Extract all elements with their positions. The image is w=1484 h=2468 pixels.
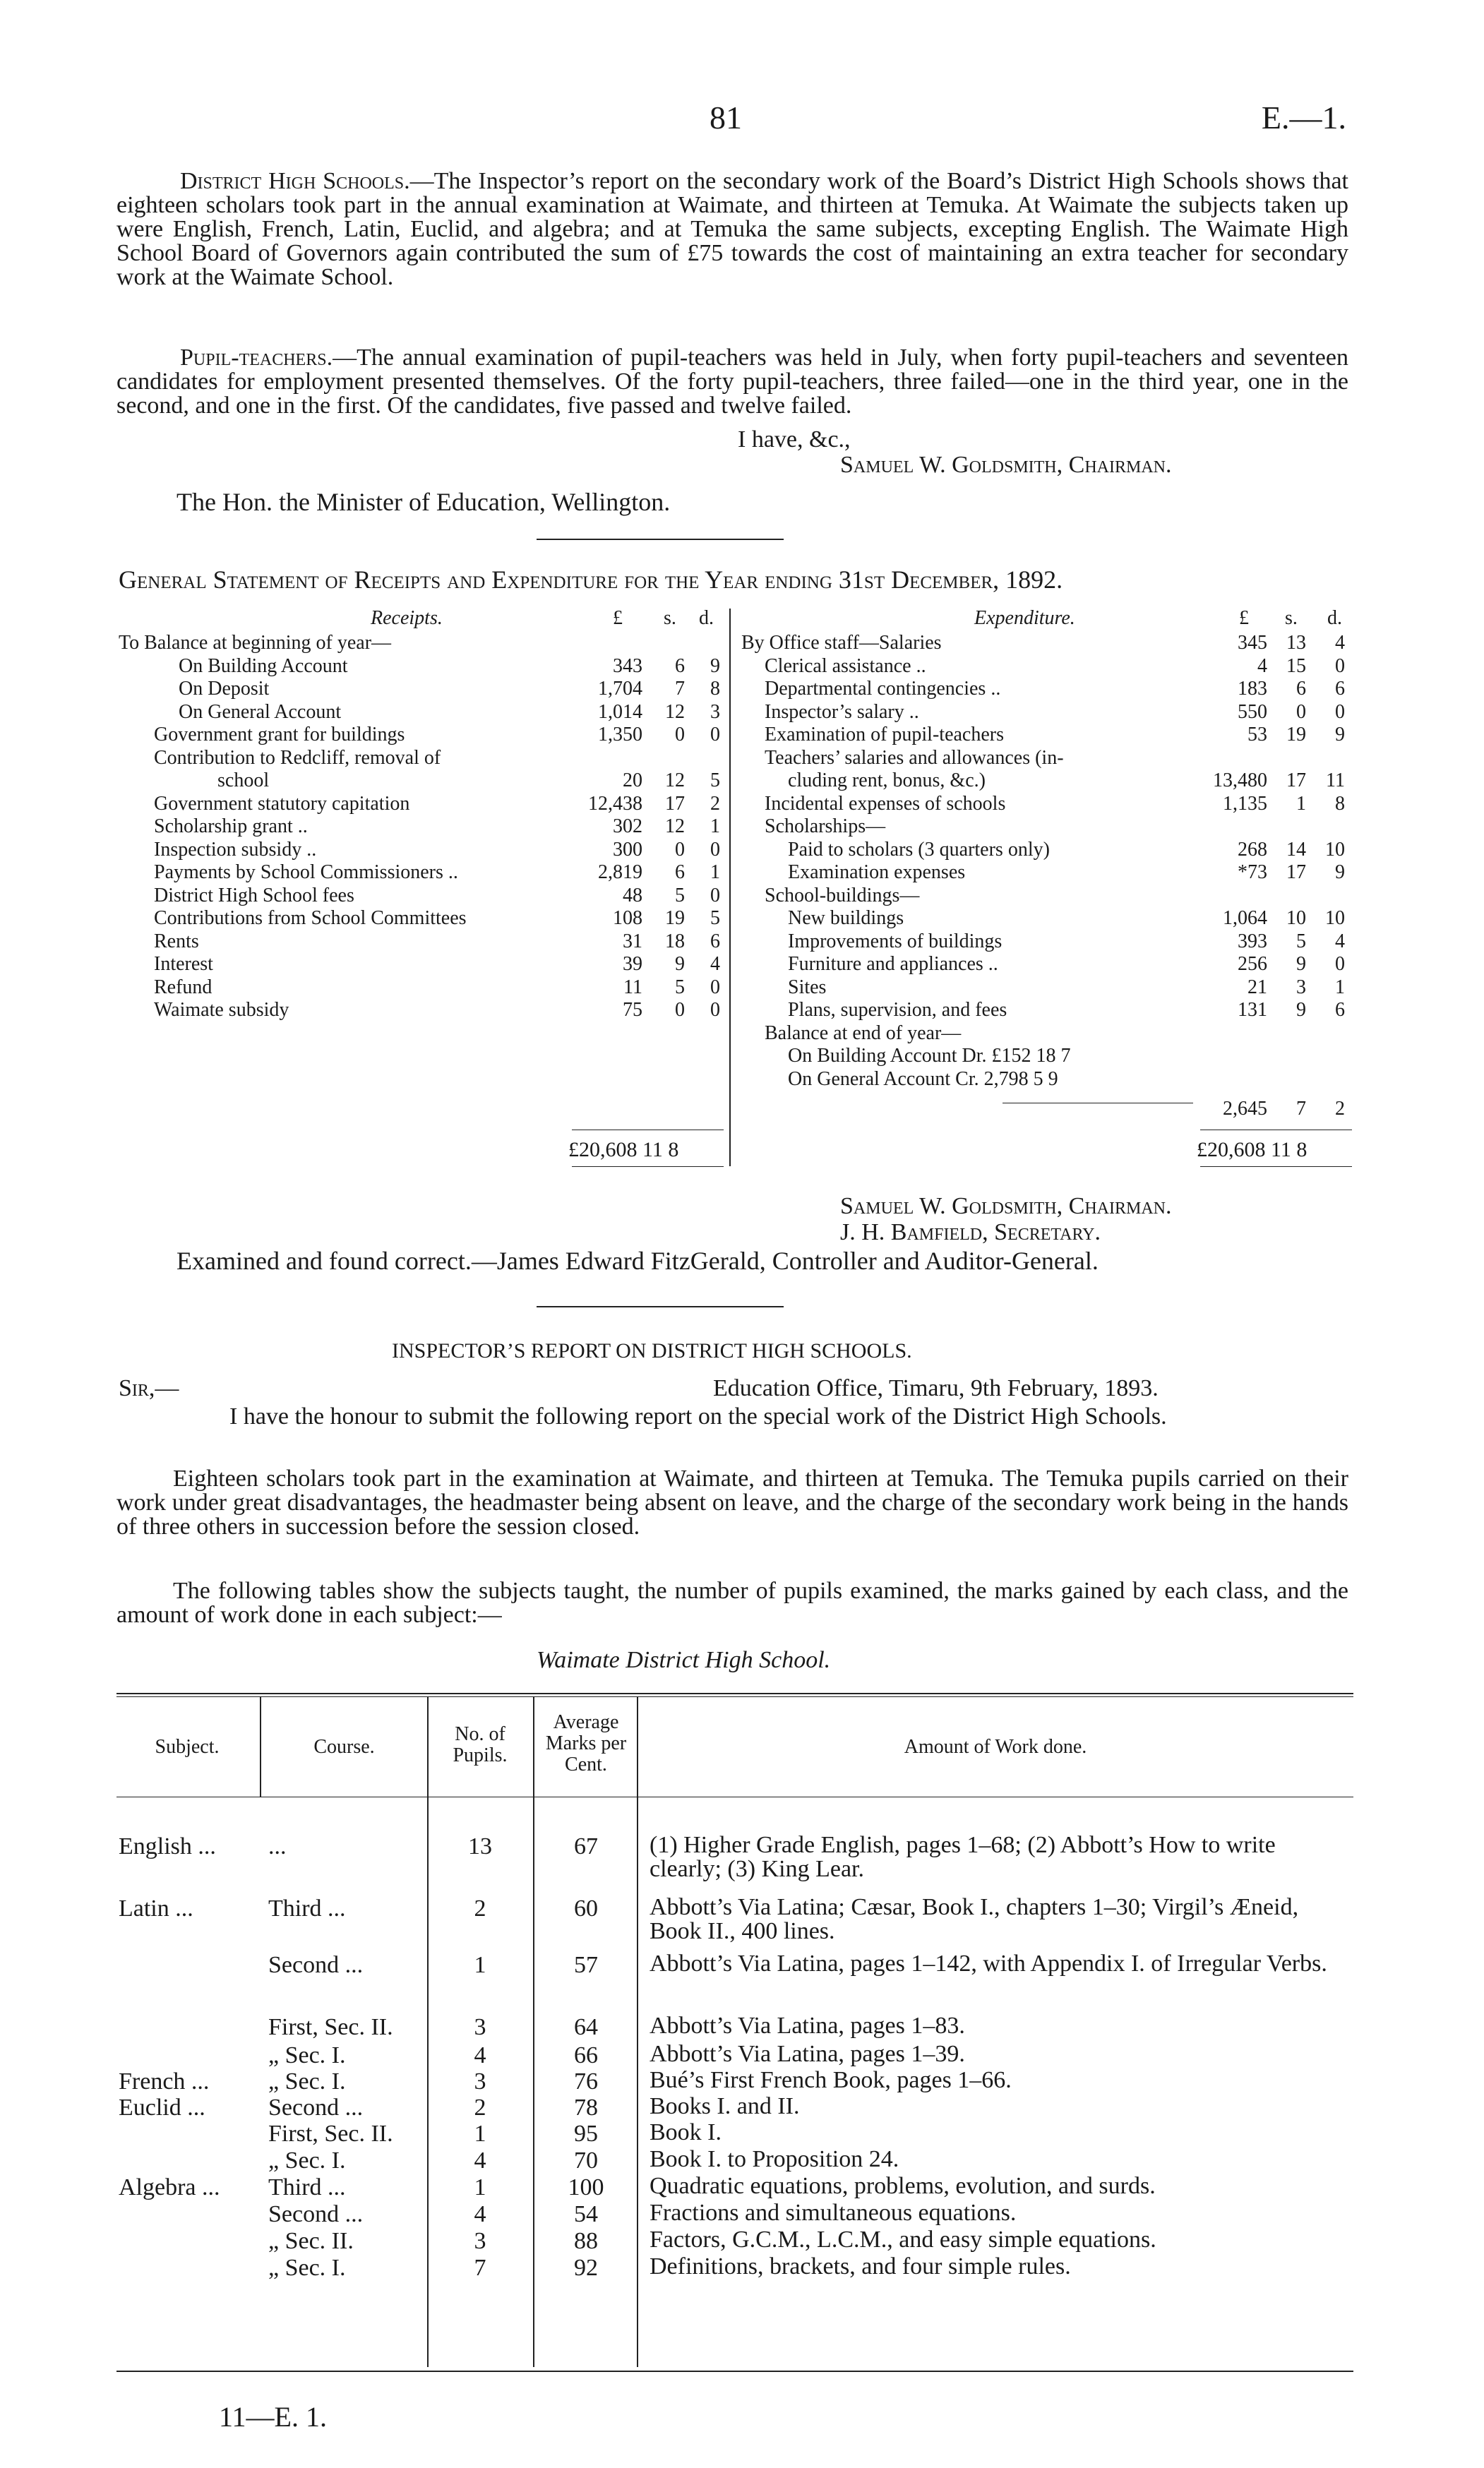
receipt-shillings: 0 — [675, 724, 685, 745]
cell-pupils: 13 — [468, 1833, 492, 1859]
receipt-pounds: 75 — [623, 999, 642, 1021]
cell-subject: Algebra ... — [119, 2174, 220, 2200]
cell-pupils: 4 — [474, 2147, 486, 2174]
cell-subject: Latin ... — [119, 1895, 193, 1922]
cell-marks: 88 — [574, 2228, 598, 2254]
expenditure-label: New buildings — [788, 907, 904, 929]
lsd-pound-right: £ — [1239, 607, 1249, 629]
report-paragraph-3: The following tables show the subjects taught, the number of pupils examined, the marks gained by each class, and the amount of work done in each subject:— — [116, 1578, 1348, 1628]
divider — [537, 539, 784, 540]
receipt-pounds: 48 — [623, 884, 642, 906]
receipts-heading: Receipts. — [371, 607, 443, 629]
cell-course: First, Sec. II. — [268, 2121, 393, 2147]
expenditure-label: Balance at end of year— — [765, 1022, 962, 1044]
expenditure-pence: 0 — [1335, 700, 1345, 723]
pupil-text: —The annual examination of pupil-teachers was held in July, when forty pupil-teachers and seventeen candidates for employment presented themselves. Of the forty pupil-teachers, three failed—one in the third year, one in the second, and one in the first. Of the candidates, five passed and twelve failed. — [116, 345, 1348, 419]
expenditure-pounds: 4 — [1257, 654, 1267, 677]
expenditure-pounds: 256 — [1238, 953, 1267, 975]
expenditure-pence: 4 — [1335, 930, 1345, 952]
cell-course: Third ... — [268, 2174, 346, 2200]
receipt-label: On Building Account — [179, 654, 348, 677]
receipt-label: Scholarship grant .. — [154, 815, 308, 837]
expenditure-label: Sites — [788, 976, 827, 998]
expenditure-shillings: 3 — [1296, 976, 1306, 998]
expenditure-label: Examination expenses — [788, 861, 966, 883]
receipt-pence: 5 — [710, 907, 720, 929]
expenditure-total: £20,608 11 8 — [1197, 1138, 1308, 1161]
pupil-heading: Pupil-teachers. — [180, 345, 333, 371]
expenditure-pounds: 131 — [1238, 999, 1267, 1021]
expenditure-pounds: *73 — [1238, 861, 1267, 883]
expenditure-pounds: 550 — [1238, 700, 1267, 723]
cell-work: Book I. — [650, 2119, 722, 2145]
expenditure-label: Incidental expenses of schools — [765, 792, 1006, 815]
cell-course: Second ... — [268, 2095, 364, 2121]
receipt-label: Inspection subsidy .. — [154, 838, 317, 861]
receipt-pounds: 31 — [623, 930, 642, 952]
expenditure-label: By Office staff—Salaries — [741, 632, 942, 654]
lsd-shilling-left: s. — [664, 607, 676, 629]
i-have: I have, &c., — [738, 426, 851, 453]
expenditure-shillings: 13 — [1286, 632, 1306, 654]
expenditure-label: On Building Account Dr. £152 18 7 — [788, 1045, 1071, 1067]
cell-marks: 60 — [574, 1895, 598, 1922]
cell-subject: Euclid ... — [119, 2095, 205, 2121]
expenditure-pounds: 393 — [1238, 930, 1267, 952]
table-title: Waimate District High School. — [537, 1647, 831, 1673]
receipt-label: Refund — [154, 976, 213, 998]
cell-work: Abbott’s Via Latina, pages 1–83. — [650, 2013, 965, 2039]
receipt-shillings: 9 — [675, 953, 685, 975]
receipt-shillings: 7 — [675, 678, 685, 700]
expenditure-pounds: 1,064 — [1223, 907, 1267, 929]
cell-marks: 100 — [568, 2174, 604, 2200]
signature: Samuel W. Goldsmith, Chairman. — [840, 452, 1172, 478]
cell-marks: 95 — [574, 2121, 598, 2147]
cell-pupils: 1 — [474, 2121, 486, 2147]
receipt-pounds: 12,438 — [588, 792, 642, 815]
signature-mark: 11—E. 1. — [219, 2401, 327, 2433]
receipt-shillings: 18 — [665, 930, 685, 952]
cell-work: Factors, G.C.M., L.C.M., and easy simple equations. — [650, 2227, 1156, 2253]
receipt-pence: 1 — [710, 861, 720, 883]
cell-work: Bué’s First French Book, pages 1–66. — [650, 2067, 1012, 2093]
expenditure-pounds: 13,480 — [1213, 769, 1267, 791]
table-top-rule-2 — [116, 1696, 1353, 1697]
expenditure-label: Clerical assistance .. — [765, 654, 926, 677]
receipt-pounds: 11 — [623, 976, 642, 998]
cell-work: Books I. and II. — [650, 2093, 800, 2119]
expenditure-pence: 2 — [1335, 1098, 1345, 1120]
receipt-label: Payments by School Commissioners .. — [154, 861, 458, 883]
receipt-pence: 0 — [710, 838, 720, 861]
district-text: —The Inspector’s report on the secondary work of the Board’s District High Schools shows that eighteen scholars took part in the annual examination at Waimate, and thirteen at Temuka. At Waimate the subjects taken up were English, French, Latin, Euclid, and algebra; and at Temuka the same subjects, excepting English. The Waimate High School Board of Governors again contributed the sum of £75 towards the cost of maintaining an extra teacher for secondary work at the Waimate School. — [116, 168, 1348, 290]
expenditure-shillings: 1 — [1296, 792, 1306, 815]
receipt-label: Government statutory capitation — [154, 792, 410, 815]
receipt-shillings: 19 — [665, 907, 685, 929]
cell-work: Book I. to Proposition 24. — [650, 2146, 899, 2172]
expenditure-pounds: 21 — [1247, 976, 1267, 998]
lsd-shilling-right: s. — [1285, 607, 1298, 629]
cell-work: Fractions and simultaneous equations. — [650, 2200, 1017, 2226]
receipt-pence: 4 — [710, 953, 720, 975]
cell-work: Definitions, brackets, and four simple rules. — [650, 2253, 1071, 2280]
expenditure-label: cluding rent, bonus, &c.) — [788, 769, 986, 791]
expenditure-total-underline — [1200, 1166, 1352, 1167]
col-rule-4 — [637, 1696, 638, 2367]
expenditure-label: School-buildings— — [765, 884, 920, 906]
statement-center-rule — [729, 609, 731, 1166]
receipt-label: Contribution to Redcliff, removal of — [154, 746, 441, 769]
expenditure-label: Furniture and appliances .. — [788, 953, 998, 975]
district-heading: District High Schools. — [180, 168, 410, 194]
receipt-pence: 0 — [710, 884, 720, 906]
receipt-pence: 9 — [710, 654, 720, 677]
expenditure-pence: 9 — [1335, 861, 1345, 883]
cell-subject: English ... — [119, 1833, 216, 1859]
cell-work: Quadratic equations, problems, evolution, and surds. — [650, 2173, 1156, 2199]
expenditure-shillings: 19 — [1286, 724, 1306, 745]
col-rule-2 — [427, 1696, 429, 2367]
divider-2 — [537, 1306, 784, 1307]
cell-marks: 57 — [574, 1952, 598, 1978]
receipt-pence: 0 — [710, 724, 720, 745]
cell-pupils: 2 — [474, 2095, 486, 2121]
expenditure-pence: 10 — [1325, 838, 1345, 861]
examined-line: Examined and found correct.—James Edward FitzGerald, Controller and Auditor-General. — [176, 1247, 1099, 1275]
expenditure-shillings: 17 — [1286, 861, 1306, 883]
addressee: The Hon. the Minister of Education, Wellington. — [176, 488, 671, 516]
receipt-pence: 8 — [710, 678, 720, 700]
cell-course: Third ... — [268, 1895, 346, 1922]
report-paragraph-1: I have the honour to submit the following report on the special work of the District High Schools. — [229, 1403, 1167, 1430]
receipt-pounds: 39 — [623, 953, 642, 975]
cell-pupils: 4 — [474, 2042, 486, 2068]
expenditure-pounds: 345 — [1238, 632, 1267, 654]
expenditure-pence: 0 — [1335, 953, 1345, 975]
expenditure-pounds: 53 — [1247, 724, 1267, 745]
receipt-pence: 1 — [710, 815, 720, 837]
receipt-label: Waimate subsidy — [154, 999, 289, 1021]
salutation: Sir,— — [119, 1375, 179, 1401]
cell-course: „ Sec. I. — [268, 2042, 346, 2068]
receipt-label: school — [217, 769, 270, 791]
expenditure-pence: 10 — [1325, 907, 1345, 929]
cell-course: Second ... — [268, 2201, 364, 2227]
district-paragraph — [116, 169, 1348, 289]
table-top-rule — [116, 1693, 1353, 1694]
receipt-pounds: 1,704 — [598, 678, 642, 700]
receipt-pounds: 108 — [613, 907, 642, 929]
expenditure-label: Teachers’ salaries and allowances (in- — [765, 746, 1064, 769]
expenditure-shillings: 7 — [1296, 1098, 1306, 1120]
cell-course: Second ... — [268, 1952, 364, 1978]
receipt-shillings: 6 — [675, 861, 685, 883]
receipt-shillings: 12 — [665, 815, 685, 837]
receipt-label: Contributions from School Committees — [154, 907, 467, 929]
cell-marks: 70 — [574, 2147, 598, 2174]
receipt-pounds: 343 — [613, 654, 642, 677]
receipt-shillings: 12 — [665, 700, 685, 723]
document-reference: E.—1. — [1261, 100, 1346, 136]
col-rule-3 — [533, 1696, 534, 2367]
cell-work: Abbott’s Via Latina; Cæsar, Book I., chapters 1–30; Virgil’s Æneid, Book II., 400 lines. — [650, 1894, 1299, 1944]
receipt-pence: 5 — [710, 769, 720, 791]
expenditure-shillings: 15 — [1286, 654, 1306, 677]
expenditure-pence: 0 — [1335, 654, 1345, 677]
receipt-pence: 0 — [710, 976, 720, 998]
receipt-label: Rents — [154, 930, 199, 952]
expenditure-shillings: 9 — [1296, 953, 1306, 975]
statement-secretary: J. H. Bamfield, Secretary. — [840, 1219, 1101, 1245]
expenditure-pence: 9 — [1335, 724, 1345, 745]
cell-course: First, Sec. II. — [268, 2014, 393, 2040]
expenditure-shillings: 17 — [1286, 769, 1306, 791]
report-title: INSPECTOR’S REPORT ON DISTRICT HIGH SCHOOLS. — [392, 1339, 912, 1362]
receipts-total-underline — [572, 1166, 724, 1167]
lsd-pence-left: d. — [699, 607, 714, 629]
cell-pupils: 3 — [474, 2014, 486, 2040]
receipt-pounds: 1,350 — [598, 724, 642, 745]
cell-course: „ Sec. I. — [268, 2147, 346, 2174]
expenditure-pence: 11 — [1326, 769, 1345, 791]
cell-pupils: 1 — [474, 1952, 486, 1978]
cell-work: Abbott’s Via Latina, pages 1–39. — [650, 2041, 965, 2067]
expenditure-pounds: 2,645 — [1223, 1098, 1267, 1120]
cell-course: ... — [268, 1833, 287, 1859]
pupil-paragraph — [116, 346, 1348, 418]
receipt-label: On General Account — [179, 700, 342, 723]
expenditure-pence: 6 — [1335, 678, 1345, 700]
expenditure-shillings: 6 — [1296, 678, 1306, 700]
cell-marks: 54 — [574, 2201, 598, 2227]
expenditure-shillings: 9 — [1296, 999, 1306, 1021]
receipt-pence: 2 — [710, 792, 720, 815]
receipt-pounds: 20 — [623, 769, 642, 791]
receipt-shillings: 5 — [675, 976, 685, 998]
receipt-label: Interest — [154, 953, 213, 975]
cell-marks: 78 — [574, 2095, 598, 2121]
lsd-pound-left: £ — [613, 607, 623, 629]
receipt-shillings: 5 — [675, 884, 685, 906]
col-marks: Average Marks per Cent. — [545, 1711, 627, 1775]
expenditure-heading: Expenditure. — [974, 607, 1075, 629]
expenditure-pence: 1 — [1335, 976, 1345, 998]
cell-pupils: 3 — [474, 2228, 486, 2254]
col-course: Course. — [313, 1736, 375, 1758]
cell-pupils: 4 — [474, 2201, 486, 2227]
receipt-label: On Deposit — [179, 678, 270, 700]
expenditure-label: Paid to scholars (3 quarters only) — [788, 838, 1050, 861]
cell-marks: 67 — [574, 1833, 598, 1859]
expenditure-shillings: 5 — [1296, 930, 1306, 952]
receipt-pence: 6 — [710, 930, 720, 952]
receipt-pounds: 302 — [613, 815, 642, 837]
expenditure-label: Examination of pupil-teachers — [765, 724, 1004, 745]
expenditure-shillings: 10 — [1286, 907, 1306, 929]
expenditure-label: Plans, supervision, and fees — [788, 999, 1007, 1021]
receipts-total: £20,608 11 8 — [568, 1138, 679, 1161]
place-date: Education Office, Timaru, 9th February, 1893. — [713, 1375, 1159, 1401]
receipt-pounds: 1,014 — [598, 700, 642, 723]
receipt-shillings: 0 — [675, 838, 685, 861]
receipt-shillings: 0 — [675, 999, 685, 1021]
col-work: Amount of Work done. — [904, 1736, 1087, 1758]
report-paragraph-2: Eighteen scholars took part in the examination at Waimate, and thirteen at Temuka. The Temuka pupils carried on their work under great disadvantages, the headmaster being absent on leave, and the charge of the secondary work being in the hands of three others in succession before the session closed. — [116, 1466, 1348, 1540]
expenditure-shillings: 14 — [1286, 838, 1306, 861]
cell-subject: French ... — [119, 2068, 210, 2095]
receipt-shillings: 6 — [675, 654, 685, 677]
cell-pupils: 7 — [474, 2255, 486, 2281]
cell-course: „ Sec. II. — [268, 2228, 354, 2254]
receipt-label: District High School fees — [154, 884, 354, 906]
expenditure-pence: 6 — [1335, 999, 1345, 1021]
cell-work: (1) Higher Grade English, pages 1–68; (2) Abbott’s How to write clearly; (3) King Lear. — [650, 1832, 1276, 1882]
cell-work: Abbott’s Via Latina, pages 1–142, with Appendix I. of Irregular Verbs. — [650, 1951, 1327, 1977]
table-bottom-rule — [116, 2371, 1353, 2372]
cell-course: „ Sec. I. — [268, 2068, 346, 2095]
expenditure-label: On General Account Cr. 2,798 5 9 — [788, 1067, 1058, 1090]
expenditure-label: Departmental contingencies .. — [765, 678, 1001, 700]
expenditure-pounds: 183 — [1238, 678, 1267, 700]
expenditure-pence: 4 — [1335, 632, 1345, 654]
expenditure-pounds: 1,135 — [1223, 792, 1267, 815]
receipt-pence: 0 — [710, 999, 720, 1021]
cell-marks: 92 — [574, 2255, 598, 2281]
receipt-pounds: 300 — [613, 838, 642, 861]
cell-course: „ Sec. I. — [268, 2255, 346, 2281]
cell-pupils: 3 — [474, 2068, 486, 2095]
expenditure-label: Scholarships— — [765, 815, 886, 837]
lsd-pence-right: d. — [1327, 607, 1342, 629]
expenditure-pence: 8 — [1335, 792, 1345, 815]
cell-marks: 66 — [574, 2042, 598, 2068]
receipt-pounds: 2,819 — [598, 861, 642, 883]
expenditure-shillings: 0 — [1296, 700, 1306, 723]
col-pupils: No. of Pupils. — [453, 1723, 508, 1766]
receipt-label: To Balance at beginning of year— — [119, 632, 392, 654]
cell-marks: 64 — [574, 2014, 598, 2040]
cell-pupils: 2 — [474, 1895, 486, 1922]
receipt-label: Government grant for buildings — [154, 724, 405, 745]
expenditure-label: Improvements of buildings — [788, 930, 1003, 952]
page-number: 81 — [710, 100, 742, 136]
col-subject: Subject. — [155, 1736, 220, 1758]
expenditure-pounds: 268 — [1238, 838, 1267, 861]
expenditure-label: Inspector’s salary .. — [765, 700, 919, 723]
receipt-shillings: 17 — [665, 792, 685, 815]
cell-marks: 76 — [574, 2068, 598, 2095]
cell-pupils: 1 — [474, 2174, 486, 2200]
statement-title: General Statement of Receipts and Expenditure for the Year ending 31st December, 1892. — [119, 565, 1063, 594]
receipt-pence: 3 — [710, 700, 720, 723]
receipt-shillings: 12 — [665, 769, 685, 791]
statement-chairman: Samuel W. Goldsmith, Chairman. — [840, 1193, 1172, 1219]
